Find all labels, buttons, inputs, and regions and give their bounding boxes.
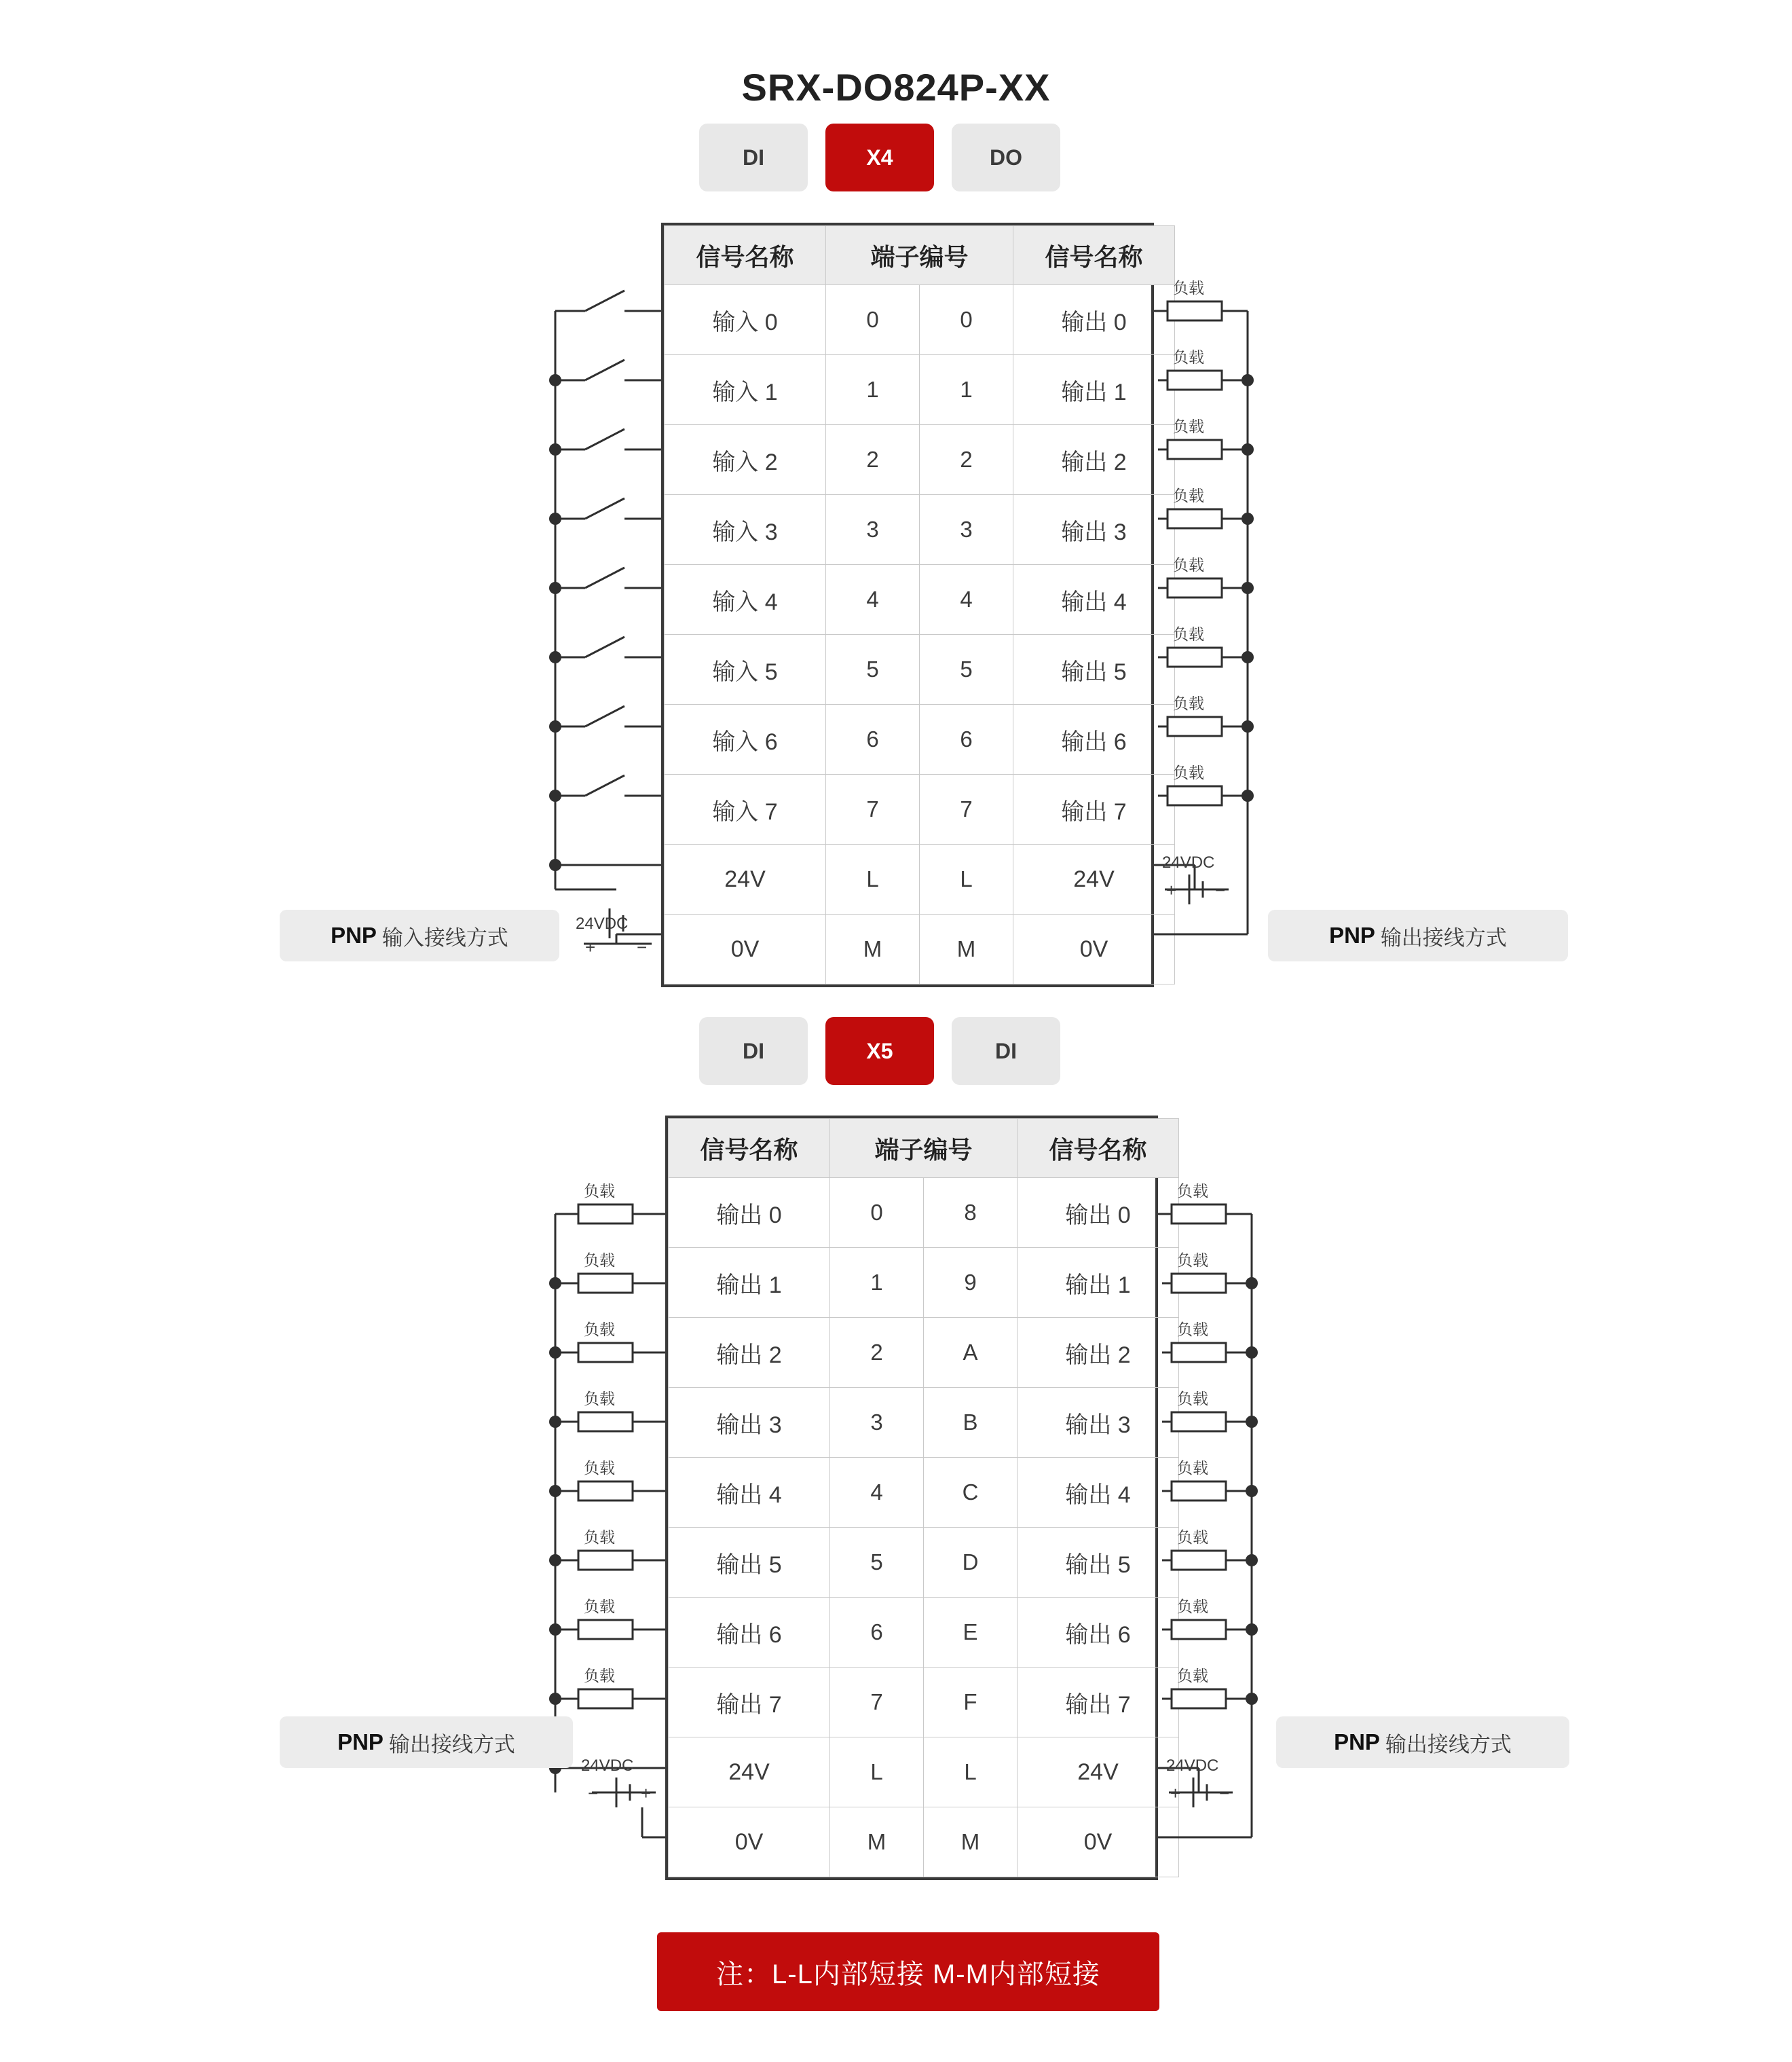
svg-text:+: + — [1170, 1783, 1181, 1803]
block2-tab-row — [699, 1017, 1060, 1085]
block1-row5-right-term: 5 — [920, 635, 1013, 705]
block2-row9-right-signal: 0V — [1018, 1807, 1179, 1877]
block2-header-right-signal: 信号名称 — [1018, 1119, 1179, 1178]
block1-row9-right-term: M — [920, 915, 1013, 984]
block1-row7-right-term: 7 — [920, 775, 1013, 845]
table-row — [665, 635, 1175, 705]
table-row — [669, 1598, 1179, 1668]
block2-row6-right-term: E — [924, 1598, 1018, 1668]
block2-row7-right-term: F — [924, 1668, 1018, 1737]
table-row — [669, 1528, 1179, 1598]
block1-right-note-text: 输出接线方式 — [1380, 925, 1507, 950]
block2-row4-right-signal: 输出 4 — [1018, 1458, 1179, 1528]
block2-left-supply-label: 24VDC — [581, 1756, 634, 1775]
block1-row1-right-signal: 输出 1 — [1013, 355, 1175, 425]
svg-text:负载: 负载 — [1177, 1321, 1208, 1338]
block2-row6-left-term: 6 — [830, 1598, 924, 1668]
block1-header-left-signal: 信号名称 — [665, 226, 826, 285]
block1-row7-left-term: 7 — [826, 775, 920, 845]
table-row — [665, 915, 1175, 984]
block1-row5-left-signal: 输入 5 — [665, 635, 826, 705]
block1-row7-left-signal: 输入 7 — [665, 775, 826, 845]
svg-text:负载: 负载 — [584, 1598, 615, 1615]
block1-row8-right-signal: 24V — [1013, 845, 1175, 915]
block1-left-supply-label: 24VDC — [576, 915, 629, 933]
block2-right-supply-label: 24VDC — [1166, 1756, 1219, 1775]
block2-row0-right-term: 8 — [924, 1178, 1018, 1248]
block2-row0-left-signal: 输出 0 — [669, 1178, 830, 1248]
block2-header-terminal: 端子编号 — [830, 1119, 1018, 1178]
block1-row7-right-signal: 输出 7 — [1013, 775, 1175, 845]
block1-row4-left-term: 4 — [826, 565, 920, 635]
block1-row6-right-term: 6 — [920, 705, 1013, 775]
svg-text:负载: 负载 — [584, 1182, 615, 1200]
block2-left-wiring-note — [280, 1716, 573, 1768]
block1-header-right-signal: 信号名称 — [1013, 226, 1175, 285]
table-row — [665, 495, 1175, 565]
block1-row9-right-signal: 0V — [1013, 915, 1175, 984]
svg-text:负载: 负载 — [1177, 1182, 1208, 1200]
block2-row5-right-term: D — [924, 1528, 1018, 1598]
block2-left-note-text: 输出接线方式 — [388, 1732, 515, 1756]
block2-row4-left-signal: 输出 4 — [669, 1458, 830, 1528]
block1-row9-left-term: M — [826, 915, 920, 984]
block2-right-wiring-note — [1276, 1716, 1569, 1768]
tab-block1-di[interactable]: DI — [699, 124, 808, 191]
block2-row3-left-signal: 输出 3 — [669, 1388, 830, 1458]
block1-row0-right-signal: 输出 0 — [1013, 285, 1175, 355]
block2-row7-right-signal: 输出 7 — [1018, 1668, 1179, 1737]
block2-row5-right-signal: 输出 5 — [1018, 1528, 1179, 1598]
block1-row8-right-term: L — [920, 845, 1013, 915]
svg-text:负载: 负载 — [584, 1390, 615, 1407]
block1-row0-left-signal: 输入 0 — [665, 285, 826, 355]
table-row — [665, 355, 1175, 425]
block2-row4-left-term: 4 — [830, 1458, 924, 1528]
svg-text:负载: 负载 — [1173, 695, 1204, 712]
table-row — [669, 1248, 1179, 1318]
block1-left-wiring-note — [280, 910, 559, 961]
svg-text:负载: 负载 — [1173, 487, 1204, 504]
tab-block2-di-left[interactable]: DI — [699, 1017, 808, 1085]
block1-row4-right-signal: 输出 4 — [1013, 565, 1175, 635]
block1-row6-left-signal: 输入 6 — [665, 705, 826, 775]
svg-text:−: − — [588, 1783, 599, 1803]
svg-text:−: − — [1219, 1783, 1230, 1803]
table-row — [669, 1737, 1179, 1807]
tab-block1-do[interactable]: DO — [952, 124, 1060, 191]
block2-row9-left-signal: 0V — [669, 1807, 830, 1877]
svg-text:负载: 负载 — [1173, 625, 1204, 643]
block2-row2-right-signal: 输出 2 — [1018, 1318, 1179, 1388]
block1-row4-right-term: 4 — [920, 565, 1013, 635]
svg-text:负载: 负载 — [584, 1251, 615, 1269]
svg-text:负载: 负载 — [1173, 556, 1204, 574]
table-row — [669, 1318, 1179, 1388]
table-row — [669, 1458, 1179, 1528]
table-row — [665, 425, 1175, 495]
block1-row3-left-term: 3 — [826, 495, 920, 565]
table-row — [665, 565, 1175, 635]
block1-row0-left-term: 0 — [826, 285, 920, 355]
block1-left-note-text: 输入接线方式 — [381, 925, 508, 950]
block1-row1-left-term: 1 — [826, 355, 920, 425]
svg-text:+: + — [641, 1783, 652, 1803]
tab-block2-di-right[interactable]: DI — [952, 1017, 1060, 1085]
table-row — [665, 285, 1175, 355]
svg-text:负载: 负载 — [1173, 418, 1204, 435]
svg-text:负载: 负载 — [584, 1528, 615, 1546]
table-row — [669, 1178, 1179, 1248]
block1-terminal-table — [661, 223, 1154, 987]
svg-text:负载: 负载 — [1177, 1528, 1208, 1546]
svg-text:−: − — [637, 937, 648, 957]
block1-header-row — [665, 226, 1175, 285]
block2-row2-left-term: 2 — [830, 1318, 924, 1388]
block2-row2-right-term: A — [924, 1318, 1018, 1388]
table-row — [669, 1807, 1179, 1877]
block2-row1-right-signal: 输出 1 — [1018, 1248, 1179, 1318]
page-title: SRX-DO824P-XX — [741, 66, 1051, 109]
table-row — [665, 705, 1175, 775]
block1-row3-right-term: 3 — [920, 495, 1013, 565]
block1-row3-right-signal: 输出 3 — [1013, 495, 1175, 565]
table-row — [665, 775, 1175, 845]
block2-terminal-table — [665, 1116, 1158, 1880]
tab-block2-x5[interactable]: X5 — [825, 1017, 934, 1085]
block1-left-note-bold: PNP — [331, 923, 377, 948]
table-row — [669, 1388, 1179, 1458]
svg-text:负载: 负载 — [1173, 279, 1204, 297]
block1-row2-right-term: 2 — [920, 425, 1013, 495]
block1-row6-left-term: 6 — [826, 705, 920, 775]
block1-row9-left-signal: 0V — [665, 915, 826, 984]
block2-right-note-text: 输出接线方式 — [1385, 1732, 1512, 1756]
block2-row3-right-signal: 输出 3 — [1018, 1388, 1179, 1458]
block1-row2-right-signal: 输出 2 — [1013, 425, 1175, 495]
block2-row0-left-term: 0 — [830, 1178, 924, 1248]
block2-row2-left-signal: 输出 2 — [669, 1318, 830, 1388]
svg-text:负载: 负载 — [1177, 1667, 1208, 1684]
block2-row1-right-term: 9 — [924, 1248, 1018, 1318]
svg-text:负载: 负载 — [1177, 1598, 1208, 1615]
svg-text:负载: 负载 — [584, 1459, 615, 1477]
table-row — [669, 1668, 1179, 1737]
svg-text:负载: 负载 — [1173, 348, 1204, 366]
block1-row6-right-signal: 输出 6 — [1013, 705, 1175, 775]
block1-row8-left-term: L — [826, 845, 920, 915]
block2-row7-left-term: 7 — [830, 1668, 924, 1737]
block2-row3-left-term: 3 — [830, 1388, 924, 1458]
block1-right-wiring-note — [1268, 910, 1568, 961]
block1-row2-left-term: 2 — [826, 425, 920, 495]
block2-row8-right-term: L — [924, 1737, 1018, 1807]
block1-row5-right-signal: 输出 5 — [1013, 635, 1175, 705]
svg-text:−: − — [1215, 880, 1226, 900]
block2-header-left-signal: 信号名称 — [669, 1119, 830, 1178]
block2-row5-left-signal: 输出 5 — [669, 1528, 830, 1598]
svg-text:+: + — [1166, 880, 1177, 900]
svg-text:负载: 负载 — [584, 1667, 615, 1684]
block1-row2-left-signal: 输入 2 — [665, 425, 826, 495]
svg-text:负载: 负载 — [1177, 1459, 1208, 1477]
block2-row0-right-signal: 输出 0 — [1018, 1178, 1179, 1248]
svg-text:负载: 负载 — [1173, 764, 1204, 781]
block2-row9-left-term: M — [830, 1807, 924, 1877]
footer-note: 注：L-L内部短接 M-M内部短接 — [657, 1932, 1159, 2011]
svg-text:+: + — [585, 937, 596, 957]
svg-text:负载: 负载 — [1177, 1251, 1208, 1269]
block1-row8-left-signal: 24V — [665, 845, 826, 915]
block1-right-supply-label: 24VDC — [1162, 853, 1215, 872]
svg-text:负载: 负载 — [584, 1321, 615, 1338]
block1-row4-left-signal: 输入 4 — [665, 565, 826, 635]
block1-row5-left-term: 5 — [826, 635, 920, 705]
block2-left-note-bold: PNP — [337, 1729, 384, 1754]
block1-tab-row — [699, 124, 1060, 191]
block2-row4-right-term: C — [924, 1458, 1018, 1528]
block2-header-row — [669, 1119, 1179, 1178]
block2-row8-left-term: L — [830, 1737, 924, 1807]
block1-row1-right-term: 1 — [920, 355, 1013, 425]
block2-right-note-bold: PNP — [1334, 1729, 1380, 1754]
block2-row1-left-signal: 输出 1 — [669, 1248, 830, 1318]
block2-row9-right-term: M — [924, 1807, 1018, 1877]
svg-text:负载: 负载 — [1177, 1390, 1208, 1407]
block1-header-terminal: 端子编号 — [826, 226, 1013, 285]
block1-row3-left-signal: 输入 3 — [665, 495, 826, 565]
block2-row7-left-signal: 输出 7 — [669, 1668, 830, 1737]
block1-right-note-bold: PNP — [1329, 923, 1375, 948]
tab-block1-x4[interactable]: X4 — [825, 124, 934, 191]
block2-row6-left-signal: 输出 6 — [669, 1598, 830, 1668]
block2-row8-right-signal: 24V — [1018, 1737, 1179, 1807]
block2-row3-right-term: B — [924, 1388, 1018, 1458]
block2-row8-left-signal: 24V — [669, 1737, 830, 1807]
block2-row1-left-term: 1 — [830, 1248, 924, 1318]
block1-row1-left-signal: 输入 1 — [665, 355, 826, 425]
table-row — [665, 845, 1175, 915]
block2-row6-right-signal: 输出 6 — [1018, 1598, 1179, 1668]
block1-row0-right-term: 0 — [920, 285, 1013, 355]
block2-row5-left-term: 5 — [830, 1528, 924, 1598]
